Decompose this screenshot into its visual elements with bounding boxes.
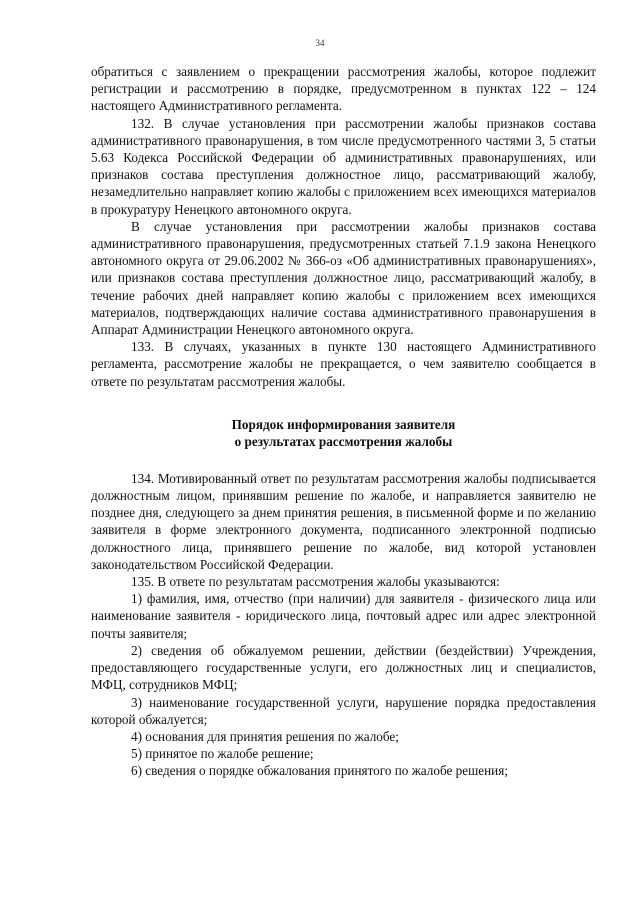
paragraph-132: 132. В случае установления при рассмотрении жалобы признаков состава административного правонарушения, в том числе предусмотренного частями 3, 5 статьи 5.63 Кодекса Российской Федерации об административных правонарушениях, или признаков состава преступления должностное лицо, рассматривающий жалобу, незамедлительно направляет копию жалобы с приложением всех имеющихся материалов в прокуратуру Ненецкого автономного округа. (91, 115, 596, 217)
paragraph: обратиться с заявлением о прекращении рассмотрения жалобы, которое подлежит регистрации и рассмотрению в порядке, предусмотренном в пунктах 122 – 124 настоящего Административного регламента. (91, 64, 596, 114)
paragraph: В случае установления при рассмотрении жалобы признаков состава административного правонарушения, предусмотренных статьей 7.1.9 закона Ненецкого автономного округа от 29.06.2002 № 366-оз «Об административных правонарушениях», или признаков состава преступления должностное лицо, рассматривающий жалобу, в течение рабочих дней направляет копию жалобы с приложением всех имеющихся материалов, подтверждающих наличие состава административного правонарушения в Аппарат Администрации Ненецкого автономного округа. (91, 218, 596, 338)
list-item: 1) фамилия, имя, отчество (при наличии) для заявителя - физического лица или наименование заявителя - юридического лица, почтовый адрес или адрес электронной почты заявителя; (91, 591, 596, 641)
section-heading (91, 416, 596, 451)
paragraph-133: 133. В случаях, указанных в пункте 130 настоящего Административного регламента, рассмотрение жалобы не прекращается, о чем заявителю сообщается в ответе по результатам рассмотрения жалобы. (91, 339, 596, 389)
list-item: 4) основания для принятия решения по жалобе; (131, 728, 399, 744)
section-heading-line: Порядок информирования заявителя (231, 416, 456, 432)
document-body (91, 63, 596, 780)
paragraph-134: 134. Мотивированный ответ по результатам рассмотрения жалобы подписывается должностным лицом, принявшим решение по жалобе, и направляется заявителю не позднее дня, следующего за днем принятия решения, в письменной форме и по желанию заявителя в форме электронного документа, подписанного электронной подписью должностного лица, принявшего решение по жалобе, вид которой установлен законодательством Российской Федерации. (91, 470, 596, 572)
paragraph-135: 135. В ответе по результатам рассмотрения жалобы указываются: (131, 574, 500, 590)
page-number: 34 (315, 38, 325, 48)
list-item: 6) сведения о порядке обжалования принятого по жалобе решения; (131, 763, 508, 779)
list-item: 3) наименование государственной услуги, нарушение порядка предоставления которой обжалуется; (91, 694, 596, 727)
list-item: 2) сведения об обжалуемом решении, действии (бездействии) Учреждения, предоставляющего государственные услуги, его должностных лиц и специалистов, МФЦ, сотрудников МФЦ; (91, 642, 596, 693)
section-heading-line: о результатах рассмотрения жалобы (234, 434, 453, 450)
list-item: 5) принятое по жалобе решение; (131, 746, 314, 762)
